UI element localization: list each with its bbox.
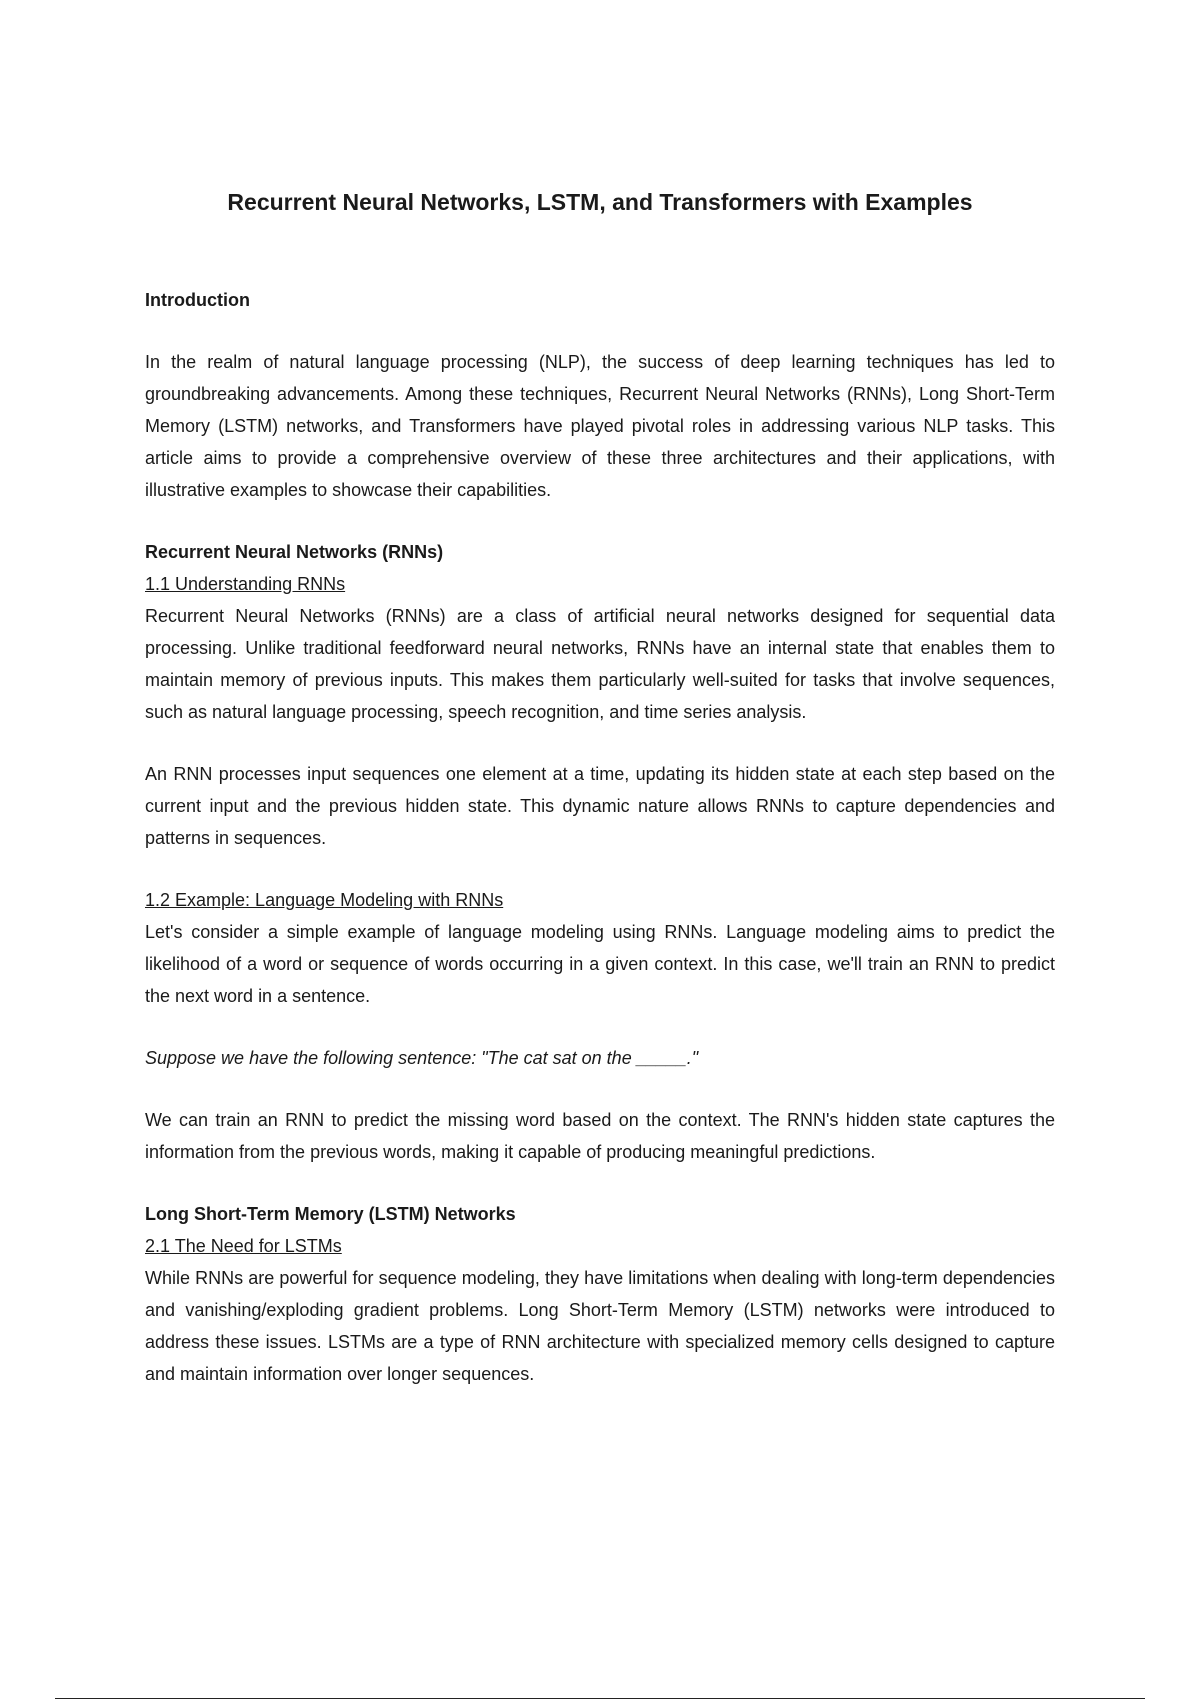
rnn-example-paragraph-1: Let's consider a simple example of language modeling using RNNs. Language modeling aims to predict the likelihood of a word or sequence of words occurring in a given context. In this case, we'll train an RNN to predict the next word in a sentence.: [145, 922, 1055, 1006]
spacer: [145, 728, 1055, 758]
rnn-subsection-heading-1-1: 1.1 Understanding RNNs: [145, 574, 346, 594]
document-title: Recurrent Neural Networks, LSTM, and Transformers with Examples: [227, 189, 973, 215]
spacer: [145, 1074, 1055, 1104]
lstm-subsection-heading-2-1: 2.1 The Need for LSTMs: [145, 1236, 342, 1256]
spacer: [145, 506, 1055, 536]
rnn-understanding-paragraph-1: Recurrent Neural Networks (RNNs) are a class of artificial neural networks designed for sequential data processing. Unlike traditional feedforward neural networks, RNNs have an internal state that enables them to maintain memory of previous inputs. This makes them particularly well-suited for tasks that involve sequences, such as natural language processing, speech recognition, and time series analysis.: [145, 606, 1055, 722]
rnn-example-sentence: Suppose we have the following sentence: "The cat sat on the _____.": [145, 1048, 699, 1068]
spacer: [145, 316, 1055, 346]
document-body: [145, 284, 1055, 1390]
rnn-section-heading: Recurrent Neural Networks (RNNs): [145, 542, 444, 562]
page-bottom-rule: [55, 1698, 1145, 1699]
rnn-understanding-paragraph-2: An RNN processes input sequences one element at a time, updating its hidden state at each step based on the current input and the previous hidden state. This dynamic nature allows RNNs to capture dependencies and patterns in sequences.: [145, 764, 1055, 848]
rnn-example-paragraph-2: We can train an RNN to predict the missing word based on the context. The RNN's hidden state captures the information from the previous words, making it capable of producing meaningful predictions.: [145, 1110, 1055, 1162]
introduction-heading: Introduction: [145, 290, 250, 310]
introduction-paragraph: In the realm of natural language processing (NLP), the success of deep learning techniques has led to groundbreaking advancements. Among these techniques, Recurrent Neural Networks (RNNs), Long Short-Term Memory (LSTM) networks, and Transformers have played pivotal roles in addressing various NLP tasks. This article aims to provide a comprehensive overview of these three architectures and their applications, with illustrative examples to showcase their capabilities.: [145, 352, 1055, 500]
lstm-section-heading: Long Short-Term Memory (LSTM) Networks: [145, 1204, 516, 1224]
spacer: [145, 1012, 1055, 1042]
spacer: [145, 854, 1055, 884]
rnn-subsection-heading-1-2: 1.2 Example: Language Modeling with RNNs: [145, 890, 504, 910]
spacer: [145, 1168, 1055, 1198]
lstm-need-paragraph: While RNNs are powerful for sequence modeling, they have limitations when dealing with long-term dependencies and vanishing/exploding gradient problems. Long Short-Term Memory (LSTM) networks were introduced to address these issues. LSTMs are a type of RNN architecture with specialized memory cells designed to capture and maintain information over longer sequences.: [145, 1268, 1055, 1384]
